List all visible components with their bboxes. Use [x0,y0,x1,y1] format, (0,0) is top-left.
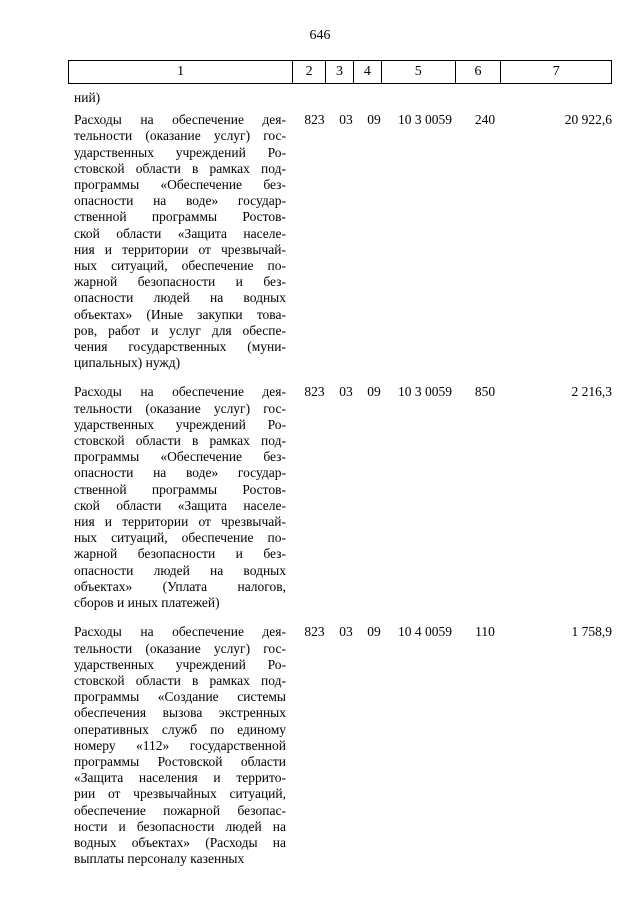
description-line: программы «Создание системы [74,689,286,705]
description-line: рии от чрезвычайных ситуаций, [74,786,286,802]
rows-container [74,112,614,867]
description-line: чения государственных (муни- [74,339,286,355]
description-line: стовской области в рамках под- [74,433,286,449]
section-code: 03 [339,384,353,400]
row-description [74,112,286,371]
description-line: номеру «112» государственной [74,737,286,753]
target-article-code: 10 3 0059 [398,112,452,128]
table-row [74,384,614,611]
description-line: сборов и иных платежей) [74,595,220,611]
description-line: программы «Обеспечение без- [74,449,286,465]
description-line: обеспечение пожарной безопас- [74,802,286,818]
amount: 2 216,3 [571,384,612,400]
description-line: Расходы на обеспечение дея- [74,384,286,400]
expense-type-code: 240 [474,112,496,128]
description-line: Расходы на обеспечение дея- [74,624,286,640]
description-line: ударственных учреждений Ро- [74,416,286,432]
description-line: ния и территории от чрезвычай- [74,241,286,257]
table-body [74,90,614,880]
description-line: стовской области в рамках под- [74,160,286,176]
description-line: «Защита населения и террито- [74,770,286,786]
description-line: опасности людей на водных [74,562,286,578]
description-line: ных ситуаций, обеспечение по- [74,258,286,274]
description-line: ности и безопасности людей на [74,818,286,834]
ministry-code: 823 [304,384,325,400]
column-header-2: 2 [292,61,325,83]
description-line: опасности людей на водных [74,290,286,306]
amount: 20 922,6 [564,112,612,128]
column-header-4: 4 [353,61,381,83]
row-description [74,624,286,867]
description-line: выплаты персоналу казенных [74,851,245,867]
page-number: 646 [309,28,331,43]
description-line: ния и территории от чрезвычай- [74,514,286,530]
description-line: ственной программы Ростов- [74,209,286,225]
description-line: ственной программы Ростов- [74,481,286,497]
description-line: опасности на воде» государ- [74,193,286,209]
description-line: объектах» (Иные закупки това- [74,306,286,322]
description-line: ской области «Защита населе- [74,497,286,513]
description-line: объектах» (Уплата налогов, [74,578,286,594]
target-article-code: 10 3 0059 [398,384,452,400]
description-line: жарной безопасности и без- [74,546,286,562]
column-header-1: 1 [177,64,185,79]
description-line: жарной безопасности и без- [74,274,286,290]
description-line: программы Ростовской области [74,753,286,769]
description-line: ров, работ и услуг для обеспе- [74,322,286,338]
description-line: стовской области в рамках под- [74,672,286,688]
description-line: опасности на воде» государ- [74,465,286,481]
table-row [74,112,614,371]
column-header-5: 5 [381,61,455,83]
subsection-code: 09 [367,384,381,400]
description-line: тельности (оказание услуг) гос- [74,640,286,656]
ministry-code: 823 [304,624,325,640]
table-row [74,624,614,867]
description-line: обеспечения вызова экстренных [74,705,286,721]
expense-type-code: 110 [475,624,495,640]
subsection-code: 09 [367,112,381,128]
table-header [68,60,612,84]
ministry-code: 823 [304,112,325,128]
column-header-7: 7 [500,61,611,83]
subsection-code: 09 [367,624,381,640]
description-line: программы «Обеспечение без- [74,177,286,193]
description-line: тельности (оказание услуг) гос- [74,128,286,144]
section-code: 03 [339,112,353,128]
target-article-code: 10 4 0059 [398,624,452,640]
continuation-text: ний) [74,90,101,105]
description-line: ударственных учреждений Ро- [74,144,286,160]
description-line: ской области «Защита населе- [74,225,286,241]
column-header-6: 6 [455,61,501,83]
description-line: Расходы на обеспечение дея- [74,112,286,128]
column-header-3: 3 [325,61,353,83]
section-code: 03 [339,624,353,640]
description-line: оперативных служб по единому [74,721,286,737]
description-line: тельности (оказание услуг) гос- [74,400,286,416]
description-line: ципальных) нужд) [74,355,181,371]
expense-type-code: 850 [474,384,496,400]
description-line: водных объектах» (Расходы на [74,834,286,850]
row-description [74,384,286,611]
description-line: ударственных учреждений Ро- [74,656,286,672]
amount: 1 758,9 [571,624,612,640]
description-line: ных ситуаций, обеспечение по- [74,530,286,546]
